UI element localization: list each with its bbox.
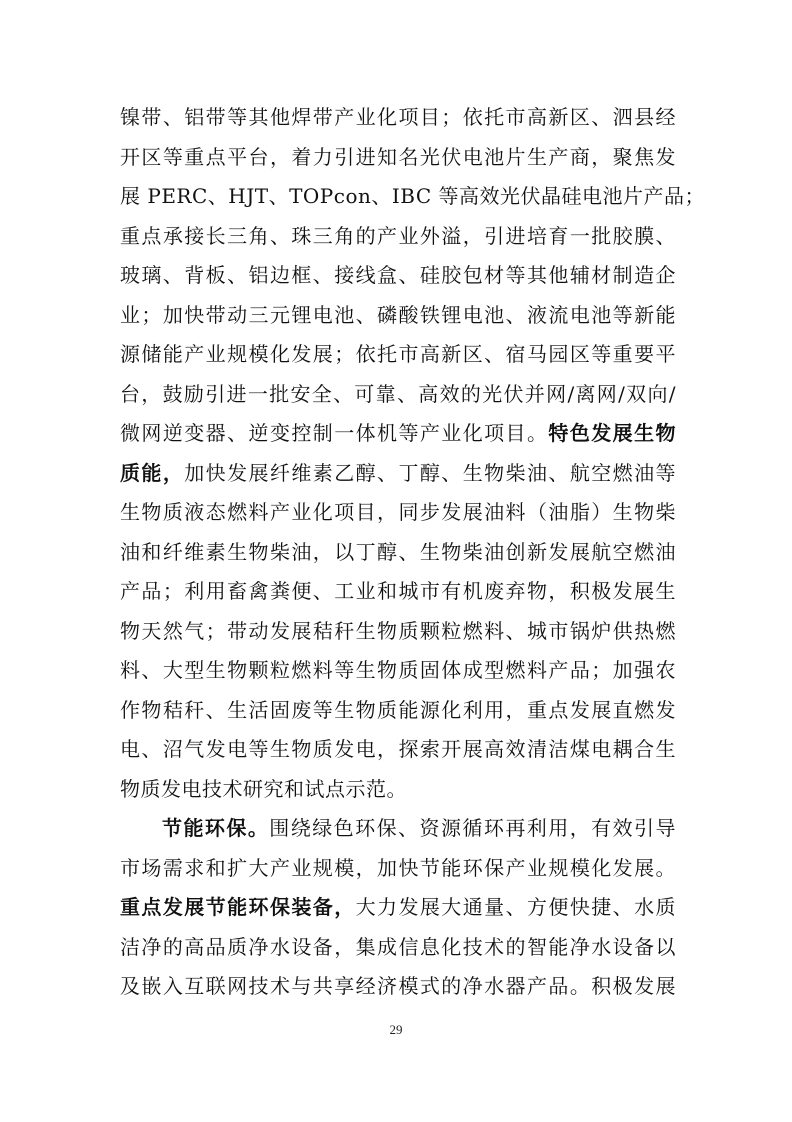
text-line	[120, 414, 676, 454]
text-run: 加快发展纤维素乙醇、丁醇、生物柴油、航空燃油等	[184, 460, 677, 485]
text-line: 物质发电技术研究和试点示范。	[120, 776, 407, 801]
text-line: 生物质液态燃料产业化项目，同步发展油料（油脂）生物柴	[120, 500, 676, 524]
bold-heading: 特色发展生物	[548, 421, 677, 445]
bold-heading: 质能，	[120, 460, 185, 485]
page-number: 29	[389, 1022, 403, 1037]
section-heading: 节能环保。	[162, 816, 270, 840]
text-line: 业；加快带动三元锂电池、磷酸铁锂电池、液流电池等新能	[120, 302, 676, 327]
text-line: 重点承接长三角、珠三角的产业外溢，引进培育一批胶膜、	[120, 223, 676, 248]
text-run: 大力发展大通量、方便快捷、水质	[355, 895, 677, 919]
text-line: 产品；利用畜禽粪便、工业和城市有机废弃物，积极发展生	[120, 579, 676, 603]
text-line: 台，鼓励引进一批安全、可靠、高效的光伏并网/离网/双向/	[120, 381, 676, 406]
text-line: 料、大型生物颗粒燃料等生物质固体成型燃料产品；加强农	[120, 658, 676, 682]
text-line: 玻璃、背板、铝边框、接线盒、硅胶包材等其他辅材制造企	[120, 263, 676, 287]
text-line: 及嵌入互联网技术与共享经济模式的净水器产品。积极发展	[120, 974, 676, 998]
text-line: 开区等重点平台，着力引进知名光伏电池片生产商，聚焦发	[120, 144, 676, 169]
text-line: 作物秸秆、生活固废等生物质能源化利用，重点发展直燃发	[120, 697, 676, 722]
text-line: 电、沼气发电等生物质发电，探索开展高效清洁煤电耦合生	[120, 737, 676, 761]
text-line: 展 PERC、HJT、TOPcon、IBC 等高效光伏晶硅电池片产品；	[120, 184, 706, 208]
text-line: 源储能产业规模化发展；依托市高新区、宿马园区等重要平	[120, 342, 676, 366]
text-line: 市场需求和扩大产业规模，加快节能环保产业规模化发展。	[120, 855, 676, 880]
text-line: 洁净的高品质净水设备，集成信息化技术的智能净水设备以	[120, 934, 676, 959]
text-line	[120, 809, 676, 849]
text-line	[120, 454, 676, 494]
body-text	[120, 98, 706, 1007]
bold-heading: 重点发展节能环保装备，	[120, 895, 356, 919]
text-run: 围绕绿色环保、资源循环再利用，有效引导	[269, 816, 677, 840]
text-line	[120, 888, 676, 928]
text-line: 油和纤维素生物柴油，以丁醇、生物柴油创新发展航空燃油	[120, 539, 676, 564]
text-run: 微网逆变器、逆变控制一体机等产业化项目。	[120, 421, 549, 445]
text-line: 镍带、铝带等其他焊带产业化项目；依托市高新区、泗县经	[120, 105, 676, 129]
text-line: 物天然气；带动发展秸秆生物质颗粒燃料、城市锅炉供热燃	[120, 618, 676, 643]
